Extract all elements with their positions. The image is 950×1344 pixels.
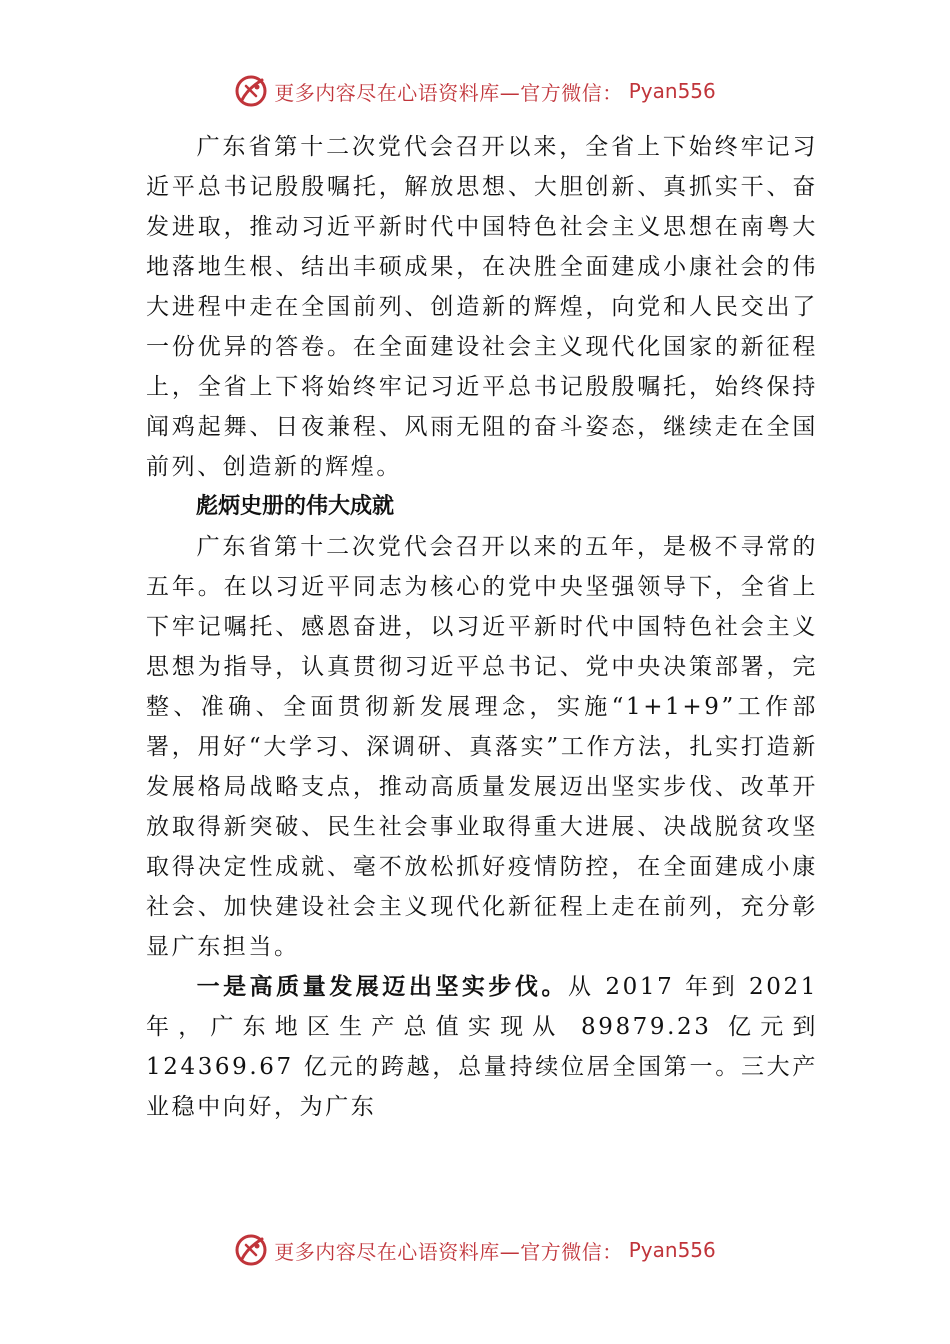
document-body	[146, 127, 818, 1127]
seal-logo-icon	[234, 74, 268, 108]
paragraph-high-quality-development	[146, 967, 818, 1127]
header-watermark	[0, 74, 950, 108]
watermark-text: 更多内容尽在心语资料库—官方微信：	[274, 1239, 623, 1264]
watermark-text: 更多内容尽在心语资料库—官方微信：	[274, 80, 623, 105]
watermark-wechat-id: Pyan556	[628, 1238, 716, 1262]
section-heading: 彪炳史册的伟大成就	[196, 494, 395, 519]
paragraph-body: 从 2017 年到 2021 年，广东地区生产总值实现从 89879.23 亿元到 124369.67 亿元的跨越，总量持续位居全国第一。三大产业稳中向好，为广东	[146, 974, 818, 1120]
watermark-wechat-id: Pyan556	[628, 79, 716, 103]
paragraph-five-years: 广东省第十二次党代会召开以来的五年，是极不寻常的五年。在以习近平同志为核心的党中央坚强领导下，全省上下牢记嘱托、感恩奋进，以习近平新时代中国特色社会主义思想为指导，认真贯彻习近平总书记、党中央决策部署，完整、准确、全面贯彻新发展理念，实施“1+1+9”工作部署，用好“大学习、深调研、真落实”工作方法，扎实打造新发展格局战略支点，推动高质量发展迈出坚实步伐、改革开放取得新突破、民生社会事业取得重大进展、决战脱贫攻坚取得决定性成就、毫不放松抓好疫情防控，在全面建成小康社会、加快建设社会主义现代化新征程上走在前列，充分彰显广东担当。	[146, 534, 818, 960]
seal-logo-icon	[234, 1233, 268, 1267]
paragraph-intro: 广东省第十二次党代会召开以来，全省上下始终牢记习近平总书记殷殷嘱托，解放思想、大胆创新、真抓实干、奋发进取，推动习近平新时代中国特色社会主义思想在南粤大地落地生根、结出丰硕成果，在决胜全面建成小康社会的伟大进程中走在全国前列、创造新的辉煌，向党和人民交出了一份优异的答卷。在全面建设社会主义现代化国家的新征程上，全省上下将始终牢记习近平总书记殷殷嘱托，始终保持闻鸡起舞、日夜兼程、风雨无阻的奋斗姿态，继续走在全国前列、创造新的辉煌。	[146, 134, 818, 480]
footer-watermark	[0, 1233, 950, 1267]
paragraph-lead: 一是高质量发展迈出坚实步伐。	[196, 973, 569, 1000]
